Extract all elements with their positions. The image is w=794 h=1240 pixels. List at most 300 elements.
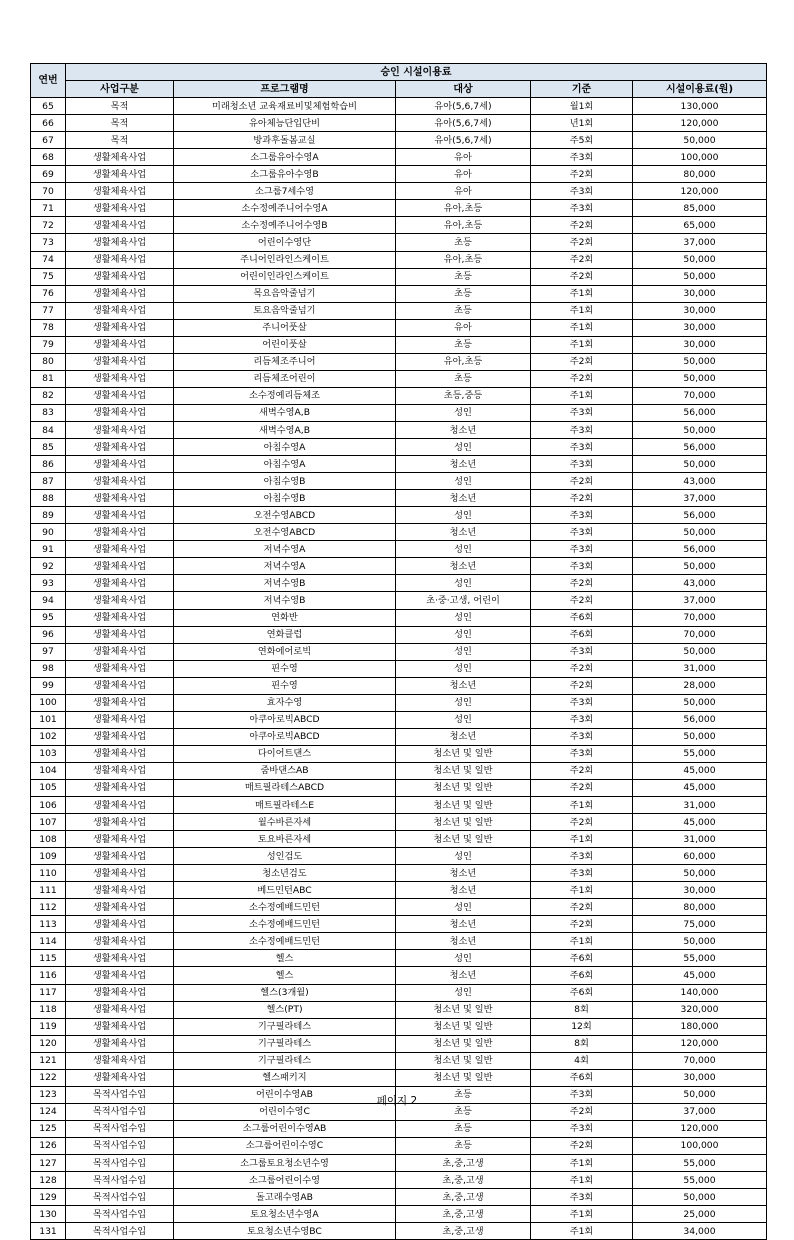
- table-row: [31, 302, 767, 319]
- column-header-standard: 기준: [531, 81, 633, 98]
- cell-target: 유아(5,6,7세): [396, 132, 531, 149]
- cell-standard: 주1회: [531, 1172, 633, 1189]
- cell-target: 청소년 및 일반: [396, 1035, 531, 1052]
- cell-business-division: 생활체육사업: [66, 387, 174, 404]
- cell-business-division: 목적사업수입: [66, 1172, 174, 1189]
- cell-program-name: 연화에어로빅: [174, 643, 396, 660]
- cell-standard: 주3회: [531, 558, 633, 575]
- cell-facility-fee: 45,000: [633, 814, 767, 831]
- cell-business-division: 생활체육사업: [66, 524, 174, 541]
- cell-no: 87: [31, 473, 66, 490]
- cell-business-division: 생활체육사업: [66, 251, 174, 268]
- cell-program-name: 매트필라테스E: [174, 797, 396, 814]
- cell-program-name: 월수바른자세: [174, 814, 396, 831]
- cell-no: 93: [31, 575, 66, 592]
- cell-standard: 주3회: [531, 200, 633, 217]
- cell-standard: 주2회: [531, 490, 633, 507]
- cell-no: 128: [31, 1172, 66, 1189]
- cell-target: 청소년 및 일반: [396, 814, 531, 831]
- cell-standard: 주3회: [531, 1086, 633, 1103]
- cell-business-division: 생활체육사업: [66, 183, 174, 200]
- cell-business-division: 생활체육사업: [66, 285, 174, 302]
- table-row: [31, 200, 767, 217]
- cell-program-name: 새벽수영A,B: [174, 421, 396, 438]
- cell-business-division: 목적: [66, 115, 174, 132]
- table-row: [31, 1155, 767, 1172]
- cell-business-division: 생활체육사업: [66, 575, 174, 592]
- cell-business-division: 생활체육사업: [66, 984, 174, 1001]
- cell-program-name: 어린이인라인스케이트: [174, 268, 396, 285]
- cell-business-division: 생활체육사업: [66, 1035, 174, 1052]
- table-row: [31, 1001, 767, 1018]
- table-row: [31, 1035, 767, 1052]
- cell-target: 초,중,고생: [396, 1189, 531, 1206]
- table-row: [31, 439, 767, 456]
- cell-target: 성인: [396, 694, 531, 711]
- cell-facility-fee: 50,000: [633, 353, 767, 370]
- cell-standard: 12회: [531, 1018, 633, 1035]
- cell-business-division: 생활체육사업: [66, 558, 174, 575]
- cell-facility-fee: 140,000: [633, 984, 767, 1001]
- cell-program-name: 리듬체조주니어: [174, 353, 396, 370]
- cell-target: 초,중,고생: [396, 1155, 531, 1172]
- cell-business-division: 생활체육사업: [66, 967, 174, 984]
- cell-program-name: 아침수영A: [174, 439, 396, 456]
- cell-standard: 주3회: [531, 865, 633, 882]
- table-row: [31, 353, 767, 370]
- table-row: [31, 1018, 767, 1035]
- cell-no: 130: [31, 1206, 66, 1223]
- cell-standard: 주3회: [531, 404, 633, 421]
- table-row: [31, 98, 767, 115]
- table-row: [31, 609, 767, 626]
- cell-no: 89: [31, 507, 66, 524]
- cell-target: 청소년 및 일반: [396, 1018, 531, 1035]
- cell-facility-fee: 50,000: [633, 370, 767, 387]
- cell-standard: 주2회: [531, 353, 633, 370]
- cell-no: 91: [31, 541, 66, 558]
- table-row: [31, 728, 767, 745]
- cell-facility-fee: 85,000: [633, 200, 767, 217]
- cell-standard: 월1회: [531, 98, 633, 115]
- cell-program-name: 핀수영: [174, 660, 396, 677]
- cell-program-name: 미래청소년 교육재료비및체험학습비: [174, 98, 396, 115]
- cell-standard: 주2회: [531, 916, 633, 933]
- cell-business-division: 목적사업수입: [66, 1137, 174, 1154]
- cell-program-name: 토요청소년수영BC: [174, 1223, 396, 1240]
- cell-facility-fee: 70,000: [633, 609, 767, 626]
- cell-standard: 주3회: [531, 149, 633, 166]
- table-row: [31, 115, 767, 132]
- cell-target: 초등: [396, 234, 531, 251]
- cell-facility-fee: 50,000: [633, 694, 767, 711]
- cell-standard: 주6회: [531, 967, 633, 984]
- cell-no: 129: [31, 1189, 66, 1206]
- cell-target: 청소년: [396, 967, 531, 984]
- table-row: [31, 1137, 767, 1154]
- cell-program-name: 오전수영ABCD: [174, 524, 396, 541]
- cell-facility-fee: 130,000: [633, 98, 767, 115]
- cell-business-division: 생활체육사업: [66, 745, 174, 762]
- cell-business-division: 생활체육사업: [66, 404, 174, 421]
- cell-no: 77: [31, 302, 66, 319]
- cell-no: 120: [31, 1035, 66, 1052]
- cell-no: 99: [31, 677, 66, 694]
- cell-no: 111: [31, 882, 66, 899]
- cell-target: 성인: [396, 848, 531, 865]
- cell-business-division: 생활체육사업: [66, 950, 174, 967]
- cell-standard: 주1회: [531, 1223, 633, 1240]
- cell-target: 성인: [396, 541, 531, 558]
- cell-target: 유아: [396, 149, 531, 166]
- cell-target: 초,중,고생: [396, 1223, 531, 1240]
- cell-program-name: 핀수영: [174, 677, 396, 694]
- cell-no: 127: [31, 1155, 66, 1172]
- cell-standard: 주2회: [531, 660, 633, 677]
- cell-facility-fee: 43,000: [633, 473, 767, 490]
- cell-program-name: 연화클럽: [174, 626, 396, 643]
- cell-business-division: 생활체육사업: [66, 899, 174, 916]
- cell-business-division: 생활체육사업: [66, 507, 174, 524]
- cell-business-division: 생활체육사업: [66, 456, 174, 473]
- cell-program-name: 소수정예배드민턴: [174, 933, 396, 950]
- cell-facility-fee: 56,000: [633, 439, 767, 456]
- cell-target: 성인: [396, 643, 531, 660]
- cell-program-name: 소수정예주니어수영B: [174, 217, 396, 234]
- cell-target: 유아: [396, 183, 531, 200]
- cell-no: 83: [31, 404, 66, 421]
- cell-facility-fee: 34,000: [633, 1223, 767, 1240]
- table-row: [31, 387, 767, 404]
- cell-no: 85: [31, 439, 66, 456]
- cell-no: 73: [31, 234, 66, 251]
- cell-target: 청소년 및 일반: [396, 1001, 531, 1018]
- cell-standard: 주6회: [531, 984, 633, 1001]
- cell-facility-fee: 56,000: [633, 507, 767, 524]
- cell-facility-fee: 180,000: [633, 1018, 767, 1035]
- cell-program-name: 아침수영A: [174, 456, 396, 473]
- cell-target: 유아,초등: [396, 251, 531, 268]
- table-header-column-row: [31, 81, 767, 98]
- cell-business-division: 생활체육사업: [66, 592, 174, 609]
- cell-no: 112: [31, 899, 66, 916]
- cell-no: 79: [31, 336, 66, 353]
- cell-facility-fee: 70,000: [633, 387, 767, 404]
- page-footer: 페이지 2: [376, 1095, 418, 1107]
- cell-no: 115: [31, 950, 66, 967]
- table-row: [31, 268, 767, 285]
- cell-facility-fee: 31,000: [633, 797, 767, 814]
- cell-program-name: 소그룹7세수영: [174, 183, 396, 200]
- cell-target: 청소년: [396, 456, 531, 473]
- fee-table-container: [30, 63, 766, 1240]
- table-row: [31, 967, 767, 984]
- cell-standard: 주3회: [531, 524, 633, 541]
- table-row: [31, 865, 767, 882]
- cell-no: 106: [31, 797, 66, 814]
- cell-business-division: 생활체육사업: [66, 200, 174, 217]
- table-row: [31, 814, 767, 831]
- cell-target: 청소년: [396, 882, 531, 899]
- table-header: [31, 64, 767, 98]
- cell-business-division: 생활체육사업: [66, 626, 174, 643]
- cell-program-name: 소그룹어린이수영AB: [174, 1120, 396, 1137]
- cell-no: 67: [31, 132, 66, 149]
- cell-target: 성인: [396, 609, 531, 626]
- cell-standard: 주2회: [531, 899, 633, 916]
- cell-target: 초등: [396, 268, 531, 285]
- cell-no: 82: [31, 387, 66, 404]
- cell-no: 78: [31, 319, 66, 336]
- cell-program-name: 기구필라테스: [174, 1035, 396, 1052]
- cell-no: 103: [31, 745, 66, 762]
- cell-standard: 주2회: [531, 370, 633, 387]
- table-row: [31, 149, 767, 166]
- table-row: [31, 319, 767, 336]
- table-row: [31, 762, 767, 779]
- cell-target: 초등: [396, 302, 531, 319]
- cell-target: 유아(5,6,7세): [396, 98, 531, 115]
- cell-no: 122: [31, 1069, 66, 1086]
- cell-business-division: 생활체육사업: [66, 166, 174, 183]
- table-row: [31, 234, 767, 251]
- table-row: [31, 490, 767, 507]
- cell-no: 114: [31, 933, 66, 950]
- cell-business-division: 생활체육사업: [66, 643, 174, 660]
- cell-business-division: 목적사업수입: [66, 1189, 174, 1206]
- cell-standard: 주3회: [531, 1120, 633, 1137]
- table-row: [31, 1206, 767, 1223]
- cell-standard: 주3회: [531, 421, 633, 438]
- cell-business-division: 생활체육사업: [66, 490, 174, 507]
- cell-standard: 주3회: [531, 456, 633, 473]
- cell-standard: 주5회: [531, 132, 633, 149]
- cell-program-name: 리듬체조어린이: [174, 370, 396, 387]
- table-row: [31, 916, 767, 933]
- cell-target: 청소년 및 일반: [396, 762, 531, 779]
- cell-program-name: 어린이수영C: [174, 1103, 396, 1120]
- cell-business-division: 목적사업수입: [66, 1086, 174, 1103]
- table-row: [31, 899, 767, 916]
- cell-business-division: 생활체육사업: [66, 268, 174, 285]
- cell-facility-fee: 50,000: [633, 251, 767, 268]
- cell-no: 125: [31, 1120, 66, 1137]
- table-row: [31, 797, 767, 814]
- cell-no: 74: [31, 251, 66, 268]
- cell-standard: 주3회: [531, 439, 633, 456]
- cell-facility-fee: 30,000: [633, 319, 767, 336]
- cell-target: 초등,중등: [396, 387, 531, 404]
- cell-target: 청소년 및 일반: [396, 745, 531, 762]
- cell-target: 초등: [396, 1103, 531, 1120]
- cell-business-division: 생활체육사업: [66, 762, 174, 779]
- table-body: [31, 98, 767, 1240]
- cell-business-division: 생활체육사업: [66, 217, 174, 234]
- table-row: [31, 507, 767, 524]
- cell-standard: 주3회: [531, 848, 633, 865]
- cell-business-division: 생활체육사업: [66, 831, 174, 848]
- cell-no: 117: [31, 984, 66, 1001]
- cell-business-division: 생활체육사업: [66, 728, 174, 745]
- cell-program-name: 베드민턴ABC: [174, 882, 396, 899]
- cell-business-division: 생활체육사업: [66, 319, 174, 336]
- cell-program-name: 저녁수영A: [174, 558, 396, 575]
- cell-facility-fee: 320,000: [633, 1001, 767, 1018]
- cell-facility-fee: 75,000: [633, 916, 767, 933]
- table-row: [31, 660, 767, 677]
- cell-business-division: 생활체육사업: [66, 370, 174, 387]
- cell-facility-fee: 50,000: [633, 421, 767, 438]
- cell-no: 88: [31, 490, 66, 507]
- cell-program-name: 줌바댄스AB: [174, 762, 396, 779]
- cell-facility-fee: 50,000: [633, 933, 767, 950]
- cell-program-name: 소그룹토요청소년수영: [174, 1155, 396, 1172]
- cell-facility-fee: 100,000: [633, 1137, 767, 1154]
- cell-no: 92: [31, 558, 66, 575]
- cell-facility-fee: 65,000: [633, 217, 767, 234]
- cell-business-division: 생활체육사업: [66, 473, 174, 490]
- cell-facility-fee: 56,000: [633, 541, 767, 558]
- table-row: [31, 694, 767, 711]
- cell-facility-fee: 80,000: [633, 166, 767, 183]
- cell-target: 성인: [396, 711, 531, 728]
- cell-facility-fee: 25,000: [633, 1206, 767, 1223]
- cell-facility-fee: 50,000: [633, 558, 767, 575]
- cell-facility-fee: 30,000: [633, 1069, 767, 1086]
- cell-business-division: 생활체육사업: [66, 933, 174, 950]
- cell-standard: 주1회: [531, 1206, 633, 1223]
- cell-program-name: 아쿠아로빅ABCD: [174, 711, 396, 728]
- cell-program-name: 소수정예배드민턴: [174, 916, 396, 933]
- cell-standard: 주1회: [531, 933, 633, 950]
- cell-target: 성인: [396, 660, 531, 677]
- table-row: [31, 745, 767, 762]
- table-row: [31, 285, 767, 302]
- column-header-group-title: 승인 시설이용료: [66, 64, 767, 81]
- cell-target: 청소년: [396, 933, 531, 950]
- table-row: [31, 473, 767, 490]
- cell-facility-fee: 50,000: [633, 132, 767, 149]
- cell-standard: 주2회: [531, 814, 633, 831]
- table-row: [31, 524, 767, 541]
- table-header-group-row: [31, 64, 767, 81]
- cell-target: 성인: [396, 439, 531, 456]
- cell-program-name: 아쿠아로빅ABCD: [174, 728, 396, 745]
- cell-target: 유아,초등: [396, 200, 531, 217]
- cell-facility-fee: 50,000: [633, 524, 767, 541]
- cell-standard: 주1회: [531, 336, 633, 353]
- cell-program-name: 청소년검도: [174, 865, 396, 882]
- cell-facility-fee: 60,000: [633, 848, 767, 865]
- column-header-target: 대상: [396, 81, 531, 98]
- cell-program-name: 오전수영ABCD: [174, 507, 396, 524]
- cell-program-name: 소수정예주니어수영A: [174, 200, 396, 217]
- cell-facility-fee: 56,000: [633, 711, 767, 728]
- cell-target: 유아(5,6,7세): [396, 115, 531, 132]
- cell-program-name: 토요청소년수영A: [174, 1206, 396, 1223]
- cell-program-name: 소그룹어린이수영: [174, 1172, 396, 1189]
- cell-business-division: 생활체육사업: [66, 541, 174, 558]
- cell-no: 100: [31, 694, 66, 711]
- table-row: [31, 421, 767, 438]
- cell-program-name: 기구필라테스: [174, 1052, 396, 1069]
- cell-facility-fee: 45,000: [633, 967, 767, 984]
- cell-standard: 주2회: [531, 473, 633, 490]
- cell-standard: 주1회: [531, 387, 633, 404]
- cell-facility-fee: 55,000: [633, 1172, 767, 1189]
- cell-business-division: 생활체육사업: [66, 660, 174, 677]
- table-row: [31, 626, 767, 643]
- cell-target: 청소년: [396, 490, 531, 507]
- cell-facility-fee: 120,000: [633, 1120, 767, 1137]
- cell-standard: 주2회: [531, 217, 633, 234]
- cell-program-name: 어린이수영단: [174, 234, 396, 251]
- table-row: [31, 456, 767, 473]
- cell-program-name: 매트필라테스ABCD: [174, 779, 396, 796]
- cell-standard: 주1회: [531, 831, 633, 848]
- cell-standard: 주2회: [531, 1137, 633, 1154]
- cell-target: 청소년: [396, 524, 531, 541]
- cell-no: 95: [31, 609, 66, 626]
- cell-business-division: 생활체육사업: [66, 814, 174, 831]
- cell-standard: 주2회: [531, 1103, 633, 1120]
- cell-facility-fee: 31,000: [633, 660, 767, 677]
- cell-facility-fee: 55,000: [633, 950, 767, 967]
- cell-business-division: 생활체육사업: [66, 797, 174, 814]
- cell-business-division: 생활체육사업: [66, 694, 174, 711]
- cell-program-name: 성인검도: [174, 848, 396, 865]
- cell-program-name: 다이어트댄스: [174, 745, 396, 762]
- cell-no: 101: [31, 711, 66, 728]
- cell-facility-fee: 45,000: [633, 779, 767, 796]
- cell-facility-fee: 37,000: [633, 490, 767, 507]
- cell-program-name: 소수정예배드민턴: [174, 899, 396, 916]
- cell-no: 123: [31, 1086, 66, 1103]
- cell-business-division: 목적사업수입: [66, 1155, 174, 1172]
- cell-target: 초등: [396, 1120, 531, 1137]
- table-row: [31, 132, 767, 149]
- cell-target: 청소년 및 일반: [396, 1069, 531, 1086]
- table-row: [31, 1189, 767, 1206]
- cell-standard: 주2회: [531, 762, 633, 779]
- cell-business-division: 생활체육사업: [66, 848, 174, 865]
- cell-program-name: 저녁수영B: [174, 592, 396, 609]
- cell-no: 108: [31, 831, 66, 848]
- cell-program-name: 소그룹유아수영B: [174, 166, 396, 183]
- cell-facility-fee: 55,000: [633, 745, 767, 762]
- cell-business-division: 생활체육사업: [66, 421, 174, 438]
- cell-no: 105: [31, 779, 66, 796]
- cell-target: 초·중·고생, 어린이: [396, 592, 531, 609]
- cell-program-name: 토요바른자세: [174, 831, 396, 848]
- cell-business-division: 생활체육사업: [66, 882, 174, 899]
- cell-target: 초등: [396, 1137, 531, 1154]
- cell-standard: 년1회: [531, 115, 633, 132]
- cell-standard: 주1회: [531, 1155, 633, 1172]
- cell-business-division: 목적사업수입: [66, 1206, 174, 1223]
- cell-program-name: 아침수영B: [174, 490, 396, 507]
- cell-facility-fee: 50,000: [633, 1189, 767, 1206]
- cell-business-division: 생활체육사업: [66, 1001, 174, 1018]
- table-row: [31, 1172, 767, 1189]
- cell-facility-fee: 45,000: [633, 762, 767, 779]
- cell-business-division: 생활체육사업: [66, 302, 174, 319]
- cell-no: 107: [31, 814, 66, 831]
- cell-facility-fee: 37,000: [633, 592, 767, 609]
- cell-standard: 주2회: [531, 575, 633, 592]
- cell-facility-fee: 100,000: [633, 149, 767, 166]
- cell-no: 97: [31, 643, 66, 660]
